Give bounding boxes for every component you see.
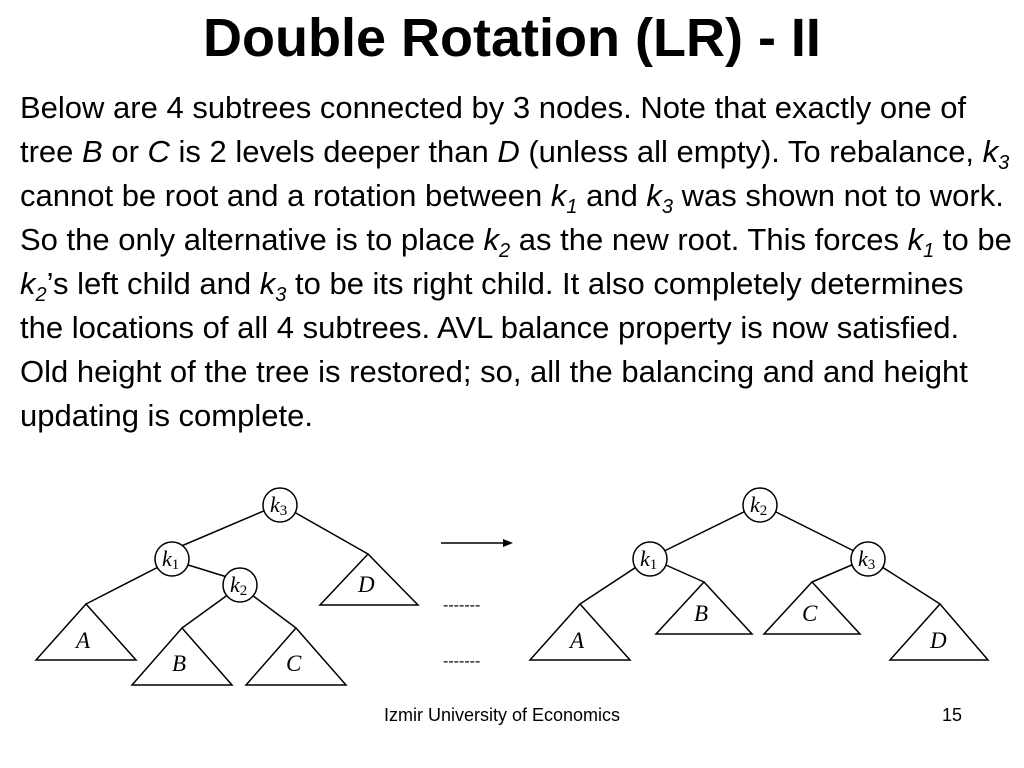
tree-b-ref: B (82, 134, 103, 169)
right-subtree-d-label: D (930, 628, 947, 653)
dash-line-1: ------- (443, 597, 481, 614)
left-subtree-c-label: C (286, 651, 302, 676)
dash-line-3 (443, 697, 480, 698)
page-number: 15 (942, 705, 963, 725)
slide-title: Double Rotation (LR) - II (203, 8, 821, 68)
left-subtree-d-label: D (358, 572, 375, 597)
tree-d-ref: D (497, 134, 520, 169)
right-subtree-b-label: B (694, 601, 709, 626)
left-node-k1-label: k1 (162, 546, 180, 573)
left-subtree-b-label: B (172, 651, 187, 676)
rotation-arrow (441, 539, 513, 547)
left-node-k2-label: k2 (230, 572, 248, 599)
slide-footer: Izmir University of Economics (384, 705, 621, 725)
tree-c-ref: C (147, 134, 170, 169)
right-node-k2-label: k2 (750, 492, 768, 519)
left-subtree-a-label: A (76, 628, 91, 653)
rotation-diagram (0, 478, 1024, 698)
right-node-k3-label: k3 (858, 546, 876, 573)
right-subtree-c-label: C (802, 601, 818, 626)
left-node-k3-label: k3 (270, 492, 288, 519)
body-paragraph: Below are 4 subtrees connected by 3 nodes. Note that exactly one of tree B or C is 2 levels deeper than D (unless all empty). To rebalance, $k_3$ cannot be root and a rotation between $k_1$ and $k_3$ was shown not to work. So the only alternative is to place $k_2$ as the new root. This forces $k_1$ to be $k_2’s$ left child and $k_3$ to be its right child. It also completely determines the locations of all 4 subtrees. AVL balance property is now satisfied. Old height of the tree is restored; so, all the balancing and and height updating is complete. (20, 90, 1012, 433)
dash-line-2: ------- (443, 653, 481, 670)
right-node-k1-label: k1 (640, 546, 658, 573)
right-subtree-a-label: A (570, 628, 585, 653)
